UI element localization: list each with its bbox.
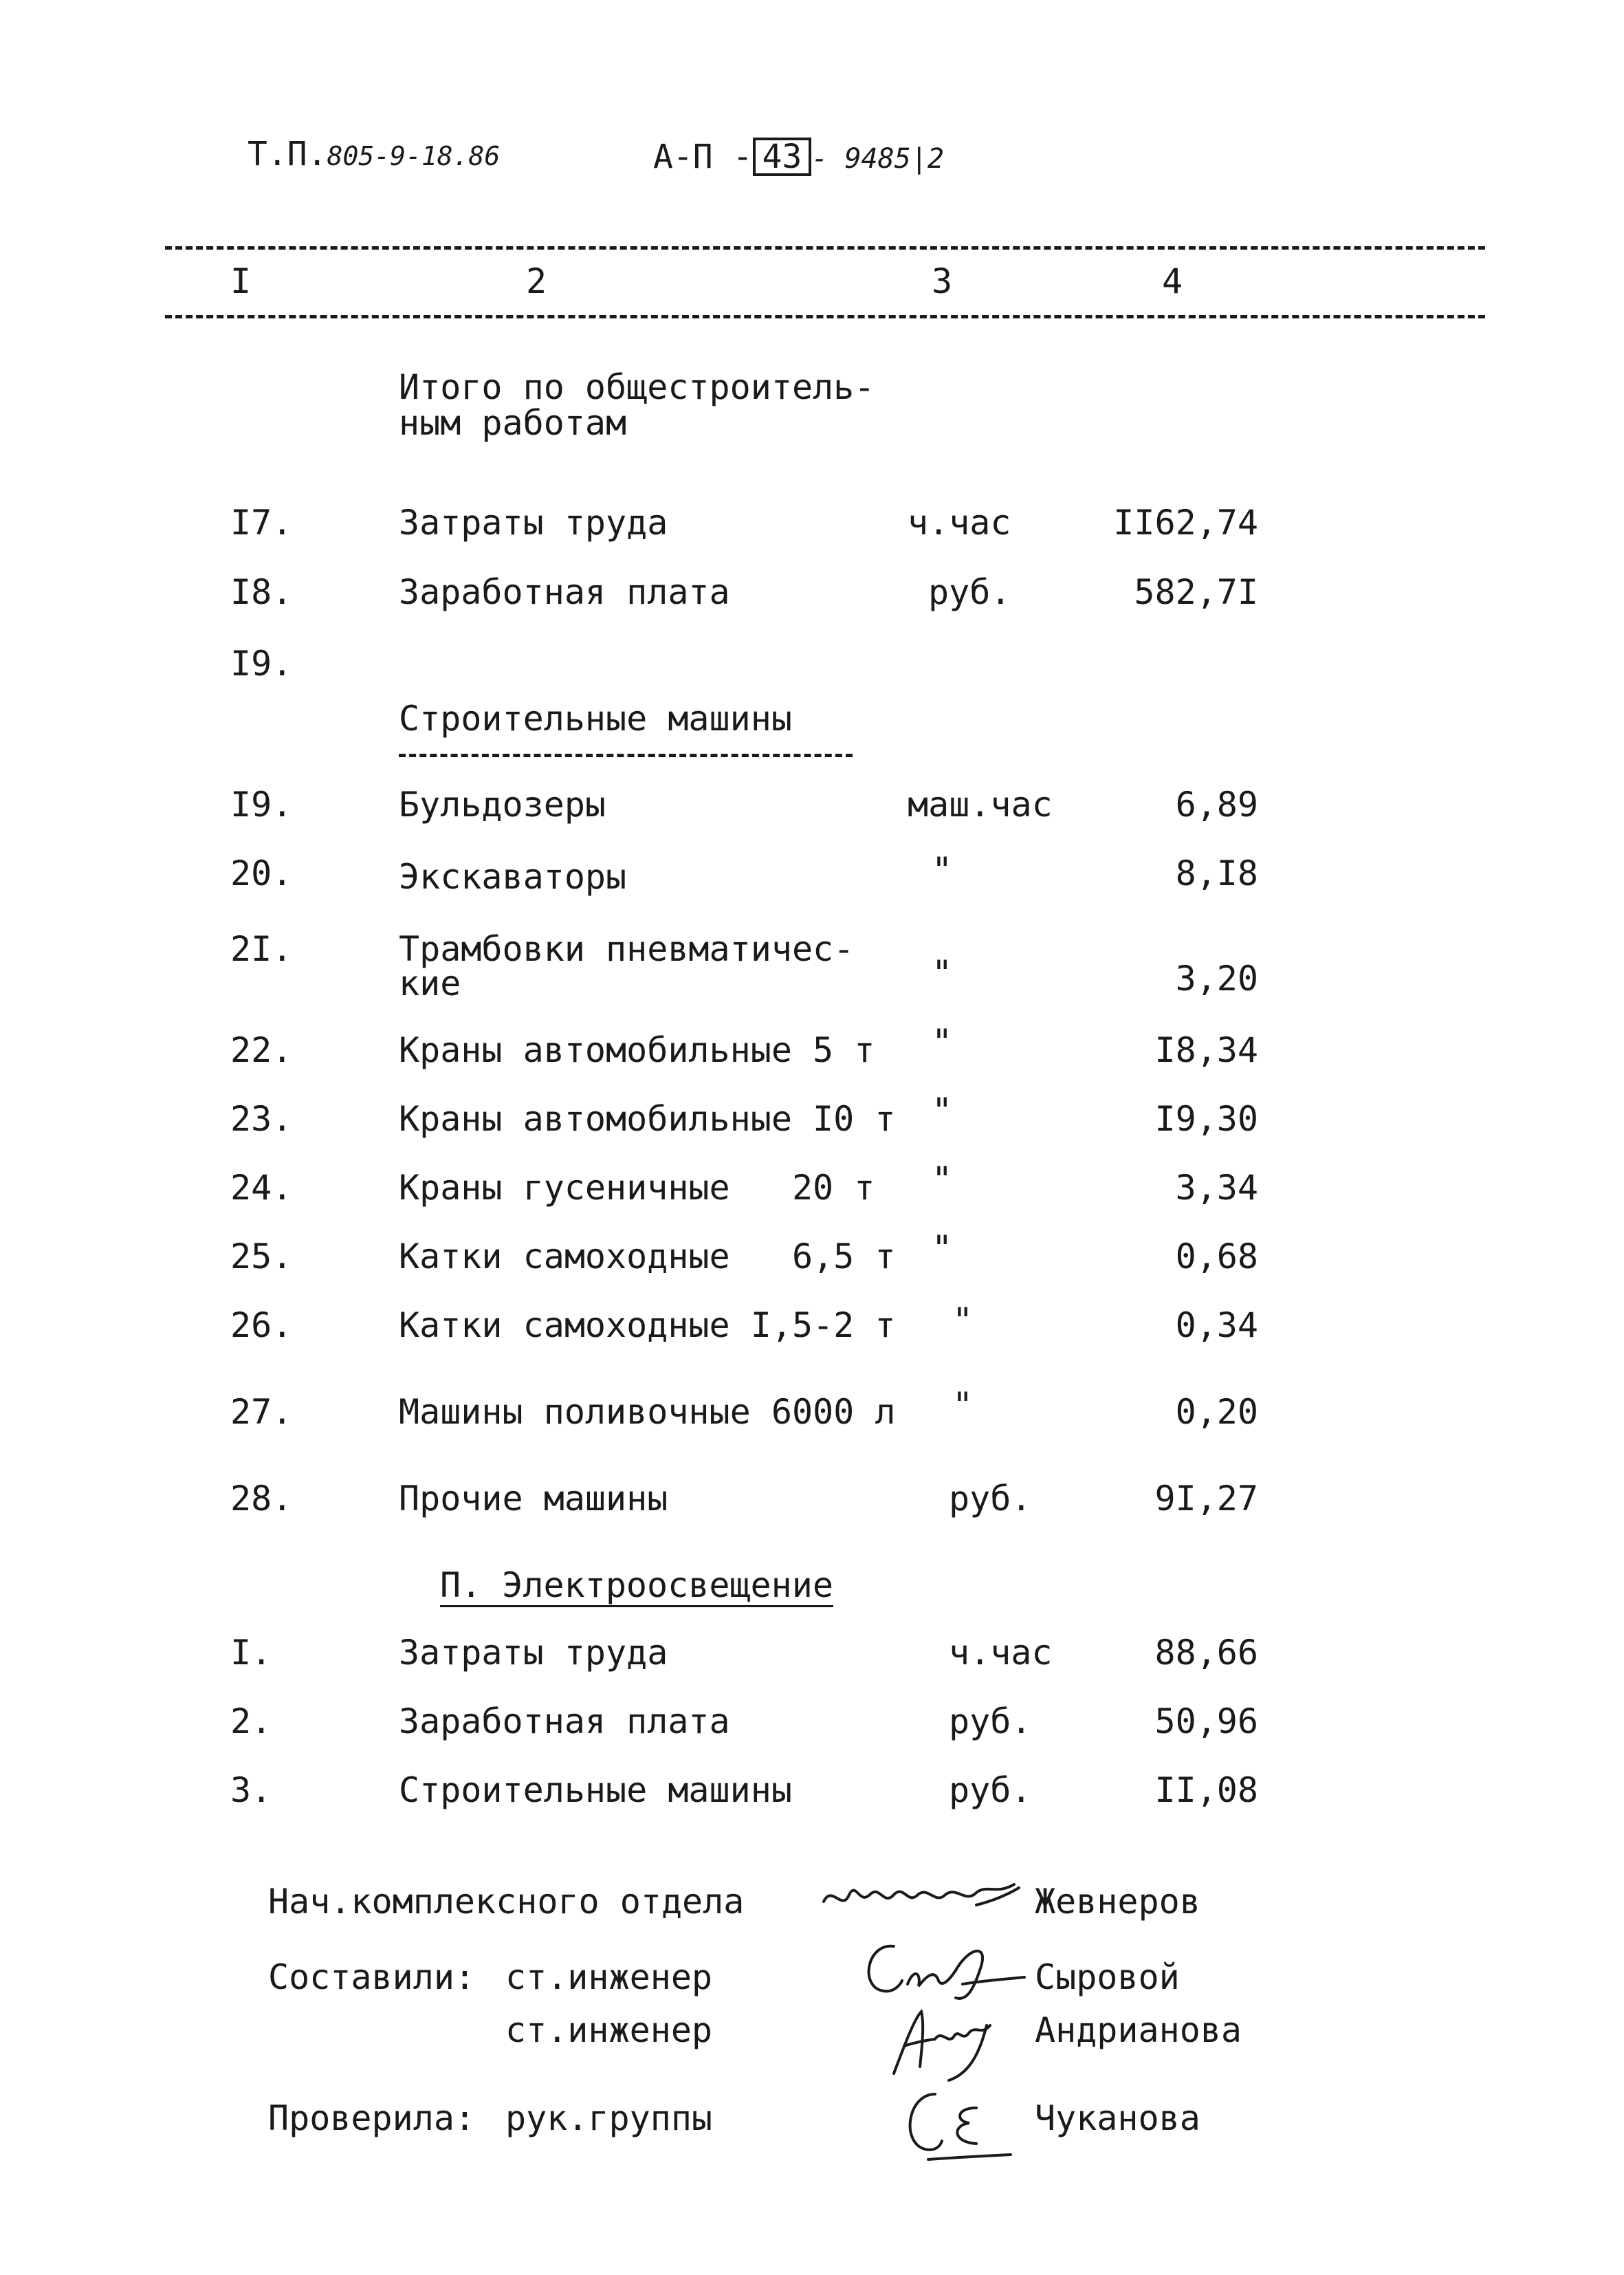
row-value: I8,34 (1154, 1030, 1258, 1070)
row-unit: " (932, 1091, 953, 1131)
row-number: 22. (230, 1030, 293, 1070)
row-value: 0,68 (1175, 1237, 1258, 1276)
row-number: I7. (230, 503, 293, 543)
row-value: 8,I8 (1175, 853, 1258, 893)
album-ref (653, 138, 944, 176)
row-value: II62,74 (1113, 503, 1258, 543)
row-unit: " (932, 1160, 953, 1199)
row-unit: " (932, 953, 953, 993)
row-name: Трамбовки пневматичес- (399, 929, 855, 969)
row-number: I8. (230, 572, 293, 612)
row-value: 0,20 (1175, 1392, 1258, 1432)
checker-role: рук.группы (505, 2098, 713, 2138)
row-value: I9,30 (1154, 1099, 1258, 1139)
row-unit: " (932, 850, 953, 890)
row-name: Краны автомобильные 5 т (399, 1030, 875, 1070)
row-value: 88,66 (1154, 1633, 1258, 1673)
row-value: 582,7I (1134, 572, 1258, 612)
row-unit: " (932, 1228, 953, 1268)
engineer1-name: Сыровой (1035, 1957, 1180, 1997)
row-unit: маш.час (908, 785, 1053, 825)
row-name: Заработная плата (399, 1701, 730, 1741)
doc-code (248, 135, 501, 173)
row-number: I. (230, 1633, 272, 1673)
row-name: Экскаваторы (399, 857, 627, 897)
row-value: 3,20 (1175, 959, 1258, 999)
row-name: Краны автомобильные I0 т (399, 1099, 896, 1139)
row-unit: руб. (949, 1701, 1032, 1741)
row-number: I9. (230, 785, 293, 825)
column-header-3: 3 (932, 261, 953, 301)
row-name: Заработная плата (399, 572, 730, 612)
row-number: 20. (230, 853, 293, 893)
row-name: Краны гусеничные 20 т (399, 1168, 875, 1208)
row-name: Катки самоходные 6,5 т (399, 1237, 896, 1276)
row-value: 50,96 (1154, 1701, 1258, 1741)
column-header-top-rule (165, 246, 1485, 250)
row-value: 6,89 (1175, 785, 1258, 825)
machines-heading: Строительные машины (399, 699, 792, 739)
row-unit: ч.час (949, 1633, 1053, 1673)
section-total-line2: ным работам (399, 403, 627, 443)
row-unit: " (952, 1385, 974, 1425)
engineer2-name: Андрианова (1035, 2010, 1242, 2050)
signature-engineer2 (873, 1998, 1011, 2087)
row-number: 27. (230, 1392, 293, 1432)
head-role: Нач.комплексного отдела (268, 1882, 745, 1922)
row-unit: " (952, 1300, 974, 1340)
row-name: Затраты труда (399, 503, 668, 543)
row-value: 9I,27 (1154, 1479, 1258, 1519)
signature-head (818, 1864, 1024, 1926)
signature-engineer1 (853, 1933, 1031, 2008)
machines-heading-underline (399, 754, 853, 757)
row-number: I9. (230, 644, 293, 684)
compiled-label: Составили: (268, 1957, 476, 1997)
row-name: Строительные машины (399, 1770, 792, 1810)
row-unit: ч.час (908, 503, 1011, 543)
column-header-4: 4 (1162, 261, 1183, 301)
page-number-box: 43 (753, 138, 812, 176)
row-number: 28. (230, 1479, 293, 1519)
row-name: Прочие машины (399, 1479, 668, 1519)
doc-number: 805-9-18.86 (327, 141, 501, 171)
column-header-bottom-rule (165, 315, 1485, 318)
column-header-1: I (230, 261, 252, 301)
row-name: Катки самоходные I,5-2 т (399, 1305, 896, 1345)
row-number: 2I. (230, 929, 293, 969)
row-name: Бульдозеры (399, 785, 606, 825)
row-value: II,08 (1154, 1770, 1258, 1810)
row-unit: руб. (949, 1770, 1032, 1810)
row-number: 23. (230, 1099, 293, 1139)
row-name: Затраты труда (399, 1633, 668, 1673)
doc-code-prefix: Т.П. (248, 135, 327, 173)
signature-checker (887, 2080, 1024, 2170)
row-unit: руб. (949, 1479, 1032, 1519)
row-number: 2. (230, 1701, 272, 1741)
row-number: 24. (230, 1168, 293, 1208)
engineer1-role: ст.инженер (505, 1957, 713, 1997)
row-number: 3. (230, 1770, 272, 1810)
section-total-line1: Итого по общестроитель- (399, 367, 875, 407)
row-value: 3,34 (1175, 1168, 1258, 1208)
row-unit: " (932, 1022, 953, 1062)
row-number: 26. (230, 1305, 293, 1345)
head-name: Жевнеров (1035, 1882, 1200, 1922)
inventory-number: - 9485|2 (811, 143, 944, 175)
column-header-2: 2 (526, 261, 547, 301)
section2-heading: П. Электроосвещение (440, 1565, 833, 1605)
row-name: Машины поливочные 6000 л (399, 1392, 896, 1432)
row-name-cont: кие (399, 964, 461, 1003)
row-value: 0,34 (1175, 1305, 1258, 1345)
row-number: 25. (230, 1237, 293, 1276)
album-prefix: А-П - (653, 138, 753, 176)
checked-label: Проверила: (268, 2098, 476, 2138)
row-unit: руб. (928, 572, 1011, 612)
engineer2-role: ст.инженер (505, 2010, 713, 2050)
checker-name: Чуканова (1035, 2098, 1200, 2138)
